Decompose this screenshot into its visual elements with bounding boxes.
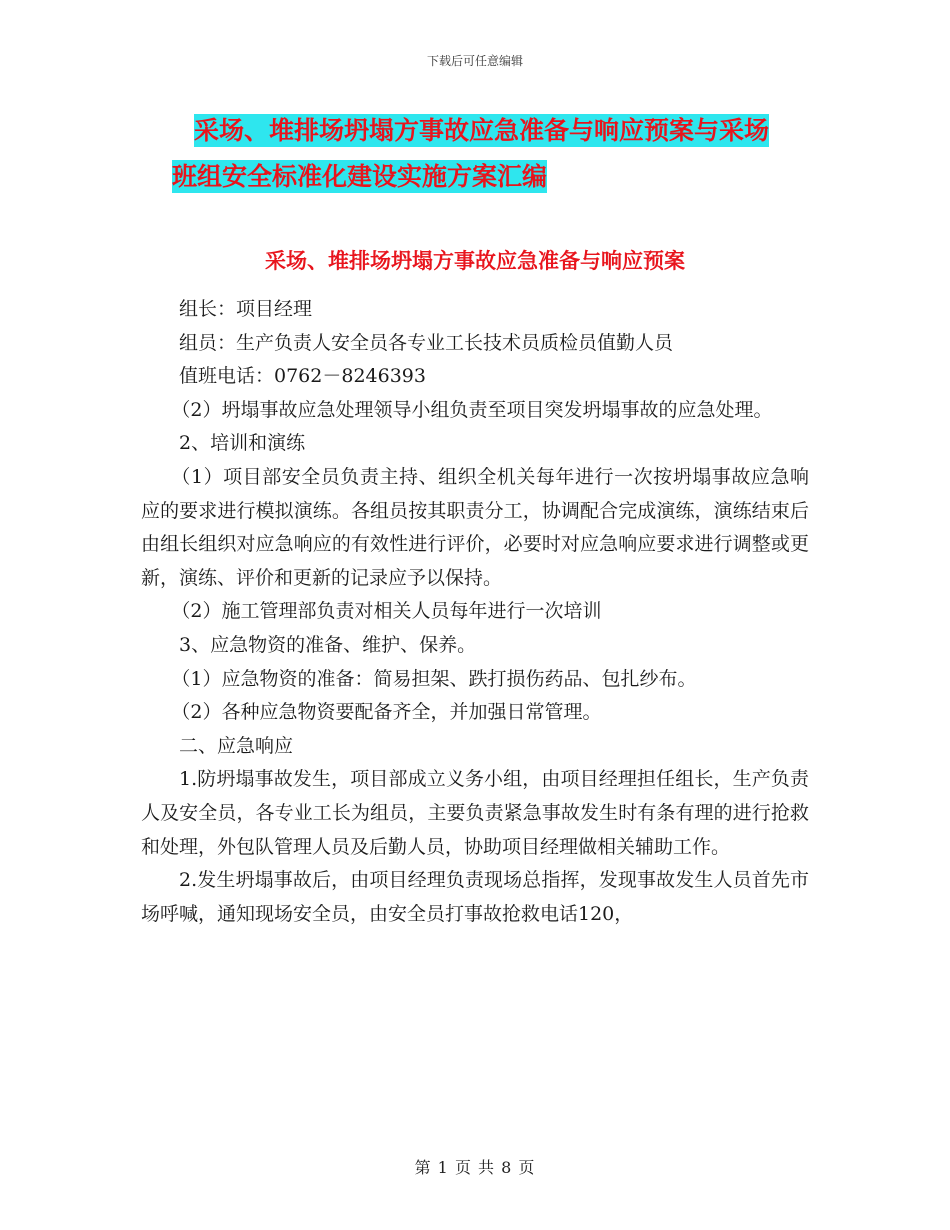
body-text: [141, 293, 809, 931]
paragraph: 组员：生产负责人安全员各专业工长技术员质检员值勤人员: [179, 331, 674, 354]
paragraph: 3、应急物资的准备、维护、保养。: [179, 633, 477, 656]
paragraph: 2.发生坍塌事故后，由项目经理负责现场总指挥，发现事故发生人员首先市场呼喊，通知现场安全员，由安全员打事故抢救电话120，: [141, 869, 809, 925]
paragraph: 二、应急响应: [179, 734, 294, 757]
document-title: [140, 108, 840, 200]
page-footer: 第 1 页 共 8 页: [414, 1158, 536, 1177]
paragraph: 1.防坍塌事故发生，项目部成立义务小组，由项目经理担任组长，生产负责人及安全员，各专业工长为组员，主要负责紧急事故发生时有条有理的进行抢救和处理，外包队管理人员及后勤人员，协助项目经理做相关辅助工作。: [141, 768, 809, 858]
title-line-2: 班组安全标准化建设实施方案汇编: [172, 162, 548, 191]
title-line-1: 采场、堆排场坍塌方事故应急准备与响应预案与采场: [194, 116, 770, 145]
paragraph: （1）应急物资的准备：简易担架、跌打损伤药品、包扎纱布。: [171, 667, 697, 690]
paragraph: 组长：项目经理: [179, 298, 313, 320]
paragraph: （2）施工管理部负责对相关人员每年进行一次培训: [171, 600, 602, 623]
paragraph: （1）项目部安全员负责主持、组织全机关每年进行一次按坍塌事故应急响应的要求进行模拟演练。各组员按其职责分工，协调配合完成演练，演练结束后由组长组织对应急响应的有效性进行评价，必要时对应急响应要求进行调整或更新，演练、评价和更新的记录应予以保持。: [141, 465, 809, 589]
paragraph: 值班电话：0762－8246393: [179, 365, 426, 388]
paragraph: （2）各种应急物资要配备齐全，并加强日常管理。: [171, 701, 602, 724]
paragraph: 2、培训和演练: [179, 432, 306, 455]
section-title: 采场、堆排场坍塌方事故应急准备与响应预案: [265, 249, 685, 273]
header-note: 下载后可任意编辑: [426, 54, 523, 68]
paragraph: （2）坍塌事故应急处理领导小组负责至项目突发坍塌事故的应急处理。: [171, 398, 773, 421]
